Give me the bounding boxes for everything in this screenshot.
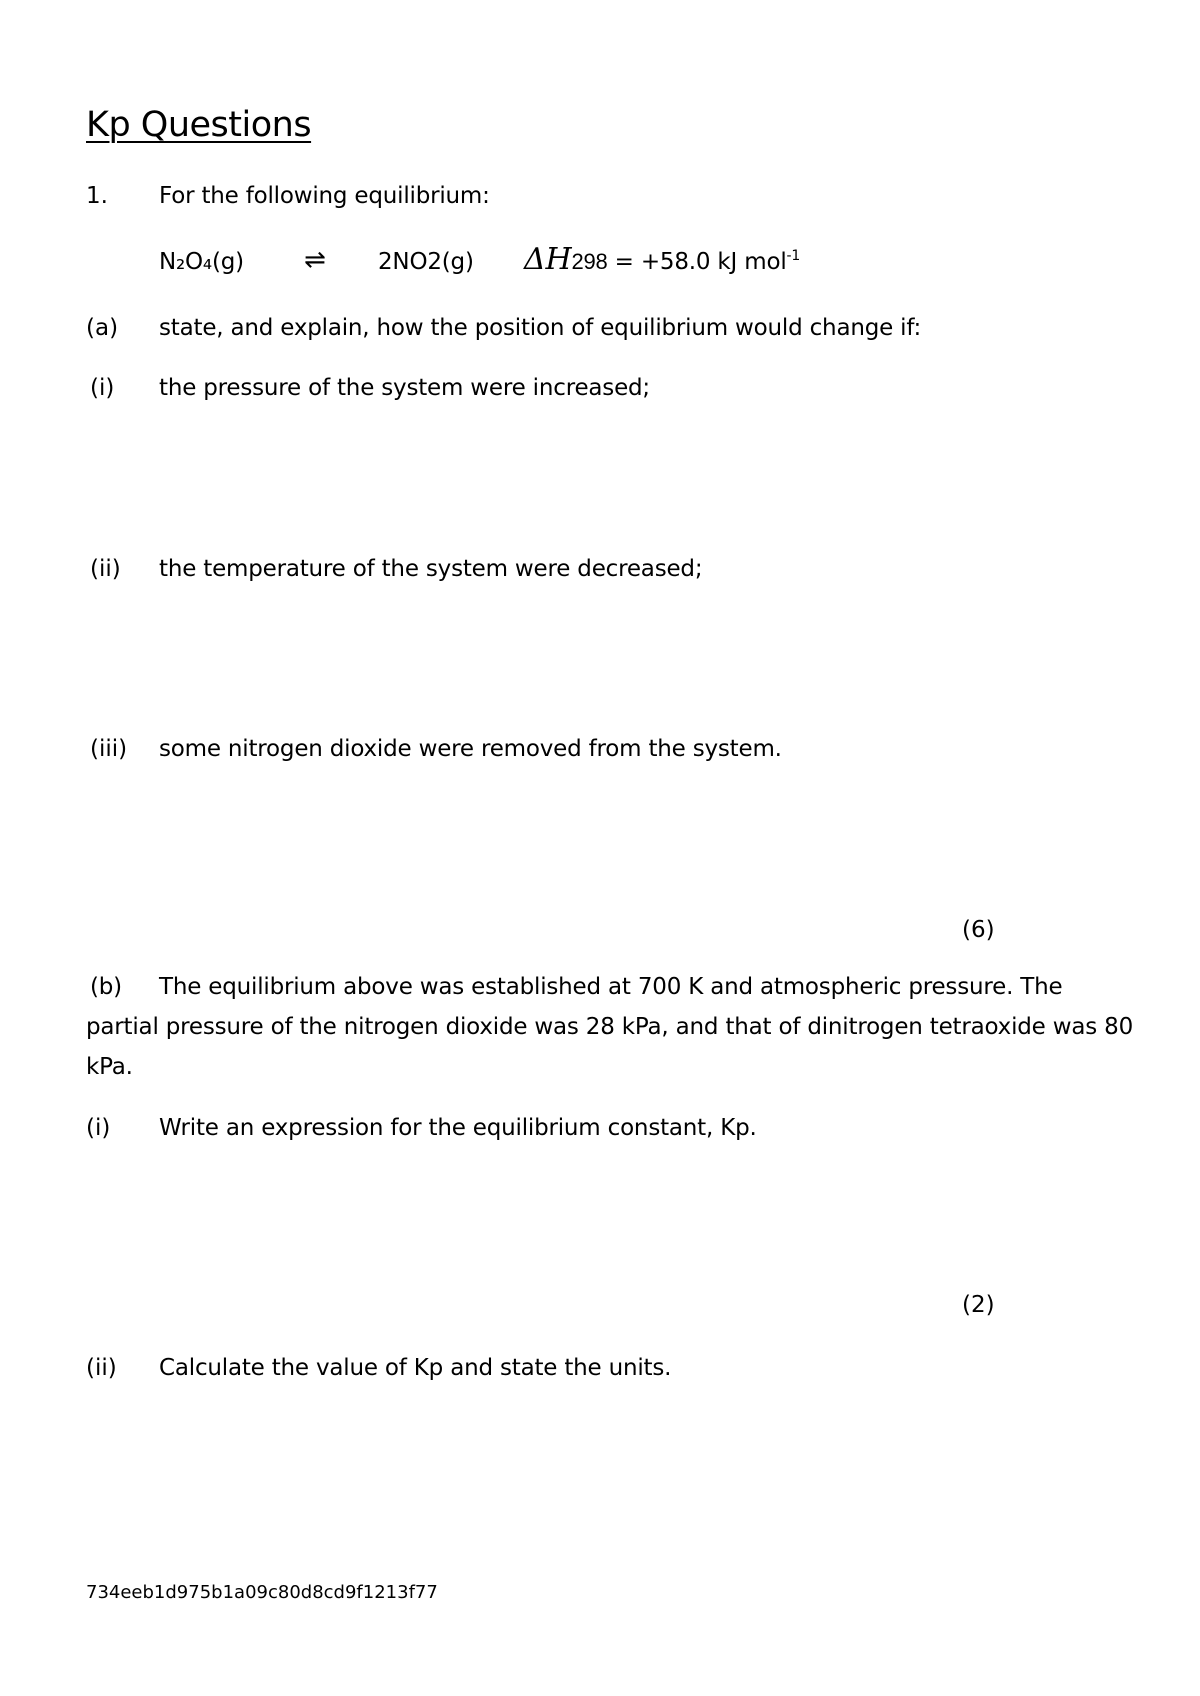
part-a-label: (a) <box>86 315 119 341</box>
part-b-item-marks: (2) <box>962 1292 995 1318</box>
part-a-item-text: the temperature of the system were decreased; <box>159 556 703 582</box>
delta-h-symbol: ΔH <box>524 242 572 277</box>
part-a-item-label: (ii) <box>90 556 121 582</box>
delta-h-value: = +58.0 kJ mol <box>607 249 787 275</box>
part-b-item-label: (i) <box>86 1115 111 1141</box>
part-b-item-text: Write an expression for the equilibrium constant, Kp. <box>159 1115 757 1141</box>
enthalpy-change <box>524 242 800 276</box>
equilibrium-arrow: ⇌ <box>304 245 326 275</box>
part-a-marks: (6) <box>962 917 995 943</box>
delta-h-subscript: 298 <box>571 249 608 274</box>
question-intro: For the following equilibrium: <box>159 183 490 209</box>
part-b-text: The equilibrium above was established at 700 K and atmospheric pressure. The partial pressure of the nitrogen dioxide was 28 kPa, and that of dinitrogen tetraoxide was 80 kPa. <box>86 974 1134 1080</box>
part-b-item-label: (ii) <box>86 1355 117 1381</box>
part-b-label: (b) <box>90 974 122 1000</box>
page-title: Kp Questions <box>86 105 312 145</box>
part-a-text: state, and explain, how the position of equilibrium would change if: <box>159 315 921 341</box>
part-a-item-text: some nitrogen dioxide were removed from the system. <box>159 736 782 762</box>
question-number: 1. <box>86 183 108 209</box>
part-b-paragraph <box>86 967 1136 1087</box>
part-a-item-label: (iii) <box>90 736 128 762</box>
part-a-item-label: (i) <box>90 375 115 401</box>
document-id: 734eeb1d975b1a09c80d8cd9f1213f77 <box>86 1582 438 1603</box>
part-a-item-text: the pressure of the system were increased; <box>159 375 650 401</box>
delta-h-exponent: -1 <box>786 248 801 264</box>
part-b-item-text: Calculate the value of Kp and state the units. <box>159 1355 672 1381</box>
equation-reactant: N₂O₄(g) <box>159 249 244 275</box>
equation-product: 2NO2(g) <box>378 249 474 275</box>
